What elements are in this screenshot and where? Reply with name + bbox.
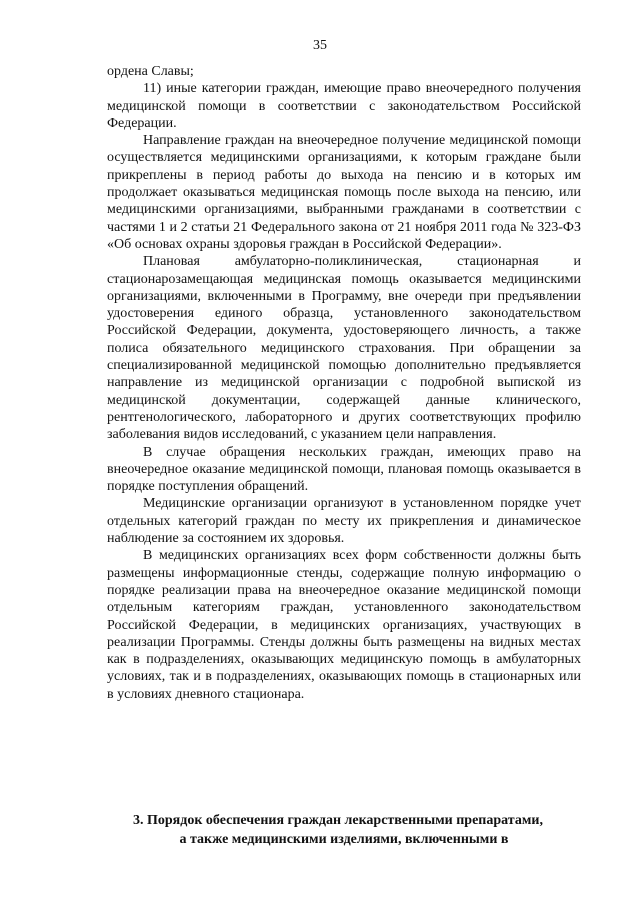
paragraph-planned-care: Плановая амбулаторно-поликлиническая, стационарная и стационарозамещающая медицинская помощь оказывается медицинскими организациями, включенными в Программу, вне очереди при предъявлении удостоверения единого образца, установленного законодательством Российской Федерации, документа, удостоверяющего личность, а также полиса обязательного медицинского страхования. При обращении за специализированной медицинской помощью дополнительно предъявляется направление из медицинской организации с подробной выпиской из медицинской документации, содержащей данные клинического, рентгенологического, лабораторного и других соответствующих профилю заболевания видов исследований, с указанием цели направления. — [107, 254, 581, 443]
paragraph-info-stands: В медицинских организациях всех форм собственности должны быть размещены информационные стенды, содержащие полную информацию о порядке реализации права на внеочередное оказание медицинской помощи отдельным категориям граждан, установленного законодательством Российской Федерации, в медицинских организациях, участвующих в реализации Программы. Стенды должны быть размещены на видных местах как в подразделениях, оказывающих медицинскую помощь в амбулаторных условиях, так и в подразделениях, оказывающих помощь в стационарных или в условиях дневного стационара. — [107, 548, 581, 702]
paragraph-multiple-requests: В случае обращения нескольких граждан, имеющих право на внеочередное оказание медицинской помощи, плановая помощь оказывается в порядке поступления обращений. — [107, 444, 581, 495]
section-heading — [107, 811, 581, 849]
paragraph-continuation: ордена Славы; — [107, 64, 194, 79]
body-text — [107, 63, 581, 703]
page-number: 35 — [313, 38, 327, 53]
section-heading-line-2: а также медицинскими изделиями, включенными в — [179, 832, 509, 847]
paragraph-registration: Медицинские организации организуют в установленном порядке учет отдельных категорий граждан по месту их прикрепления и динамическое наблюдение за состоянием их здоровья. — [107, 496, 581, 547]
section-heading-line-1: 3. Порядок обеспечения граждан лекарственными препаратами, — [133, 813, 543, 828]
paragraph-list-item-11: 11) иные категории граждан, имеющие право внеочередного получения медицинской помощи в соответствии с законодательством Российской Федерации. — [107, 81, 581, 131]
paragraph-referral: Направление граждан на внеочередное получение медицинской помощи осуществляется медицинскими организациями, к которым граждане были прикреплены в период работы до выхода на пенсию и в которых им продолжает оказываться медицинская помощь после выхода на пенсию, или медицинскими организациями, выбранными гражданами в соответствии с частями 1 и 2 статьи 21 Федерального закона от 21 ноября 2011 года № 323-ФЗ «Об основах охраны здоровья граждан в Российской Федерации». — [107, 133, 581, 252]
